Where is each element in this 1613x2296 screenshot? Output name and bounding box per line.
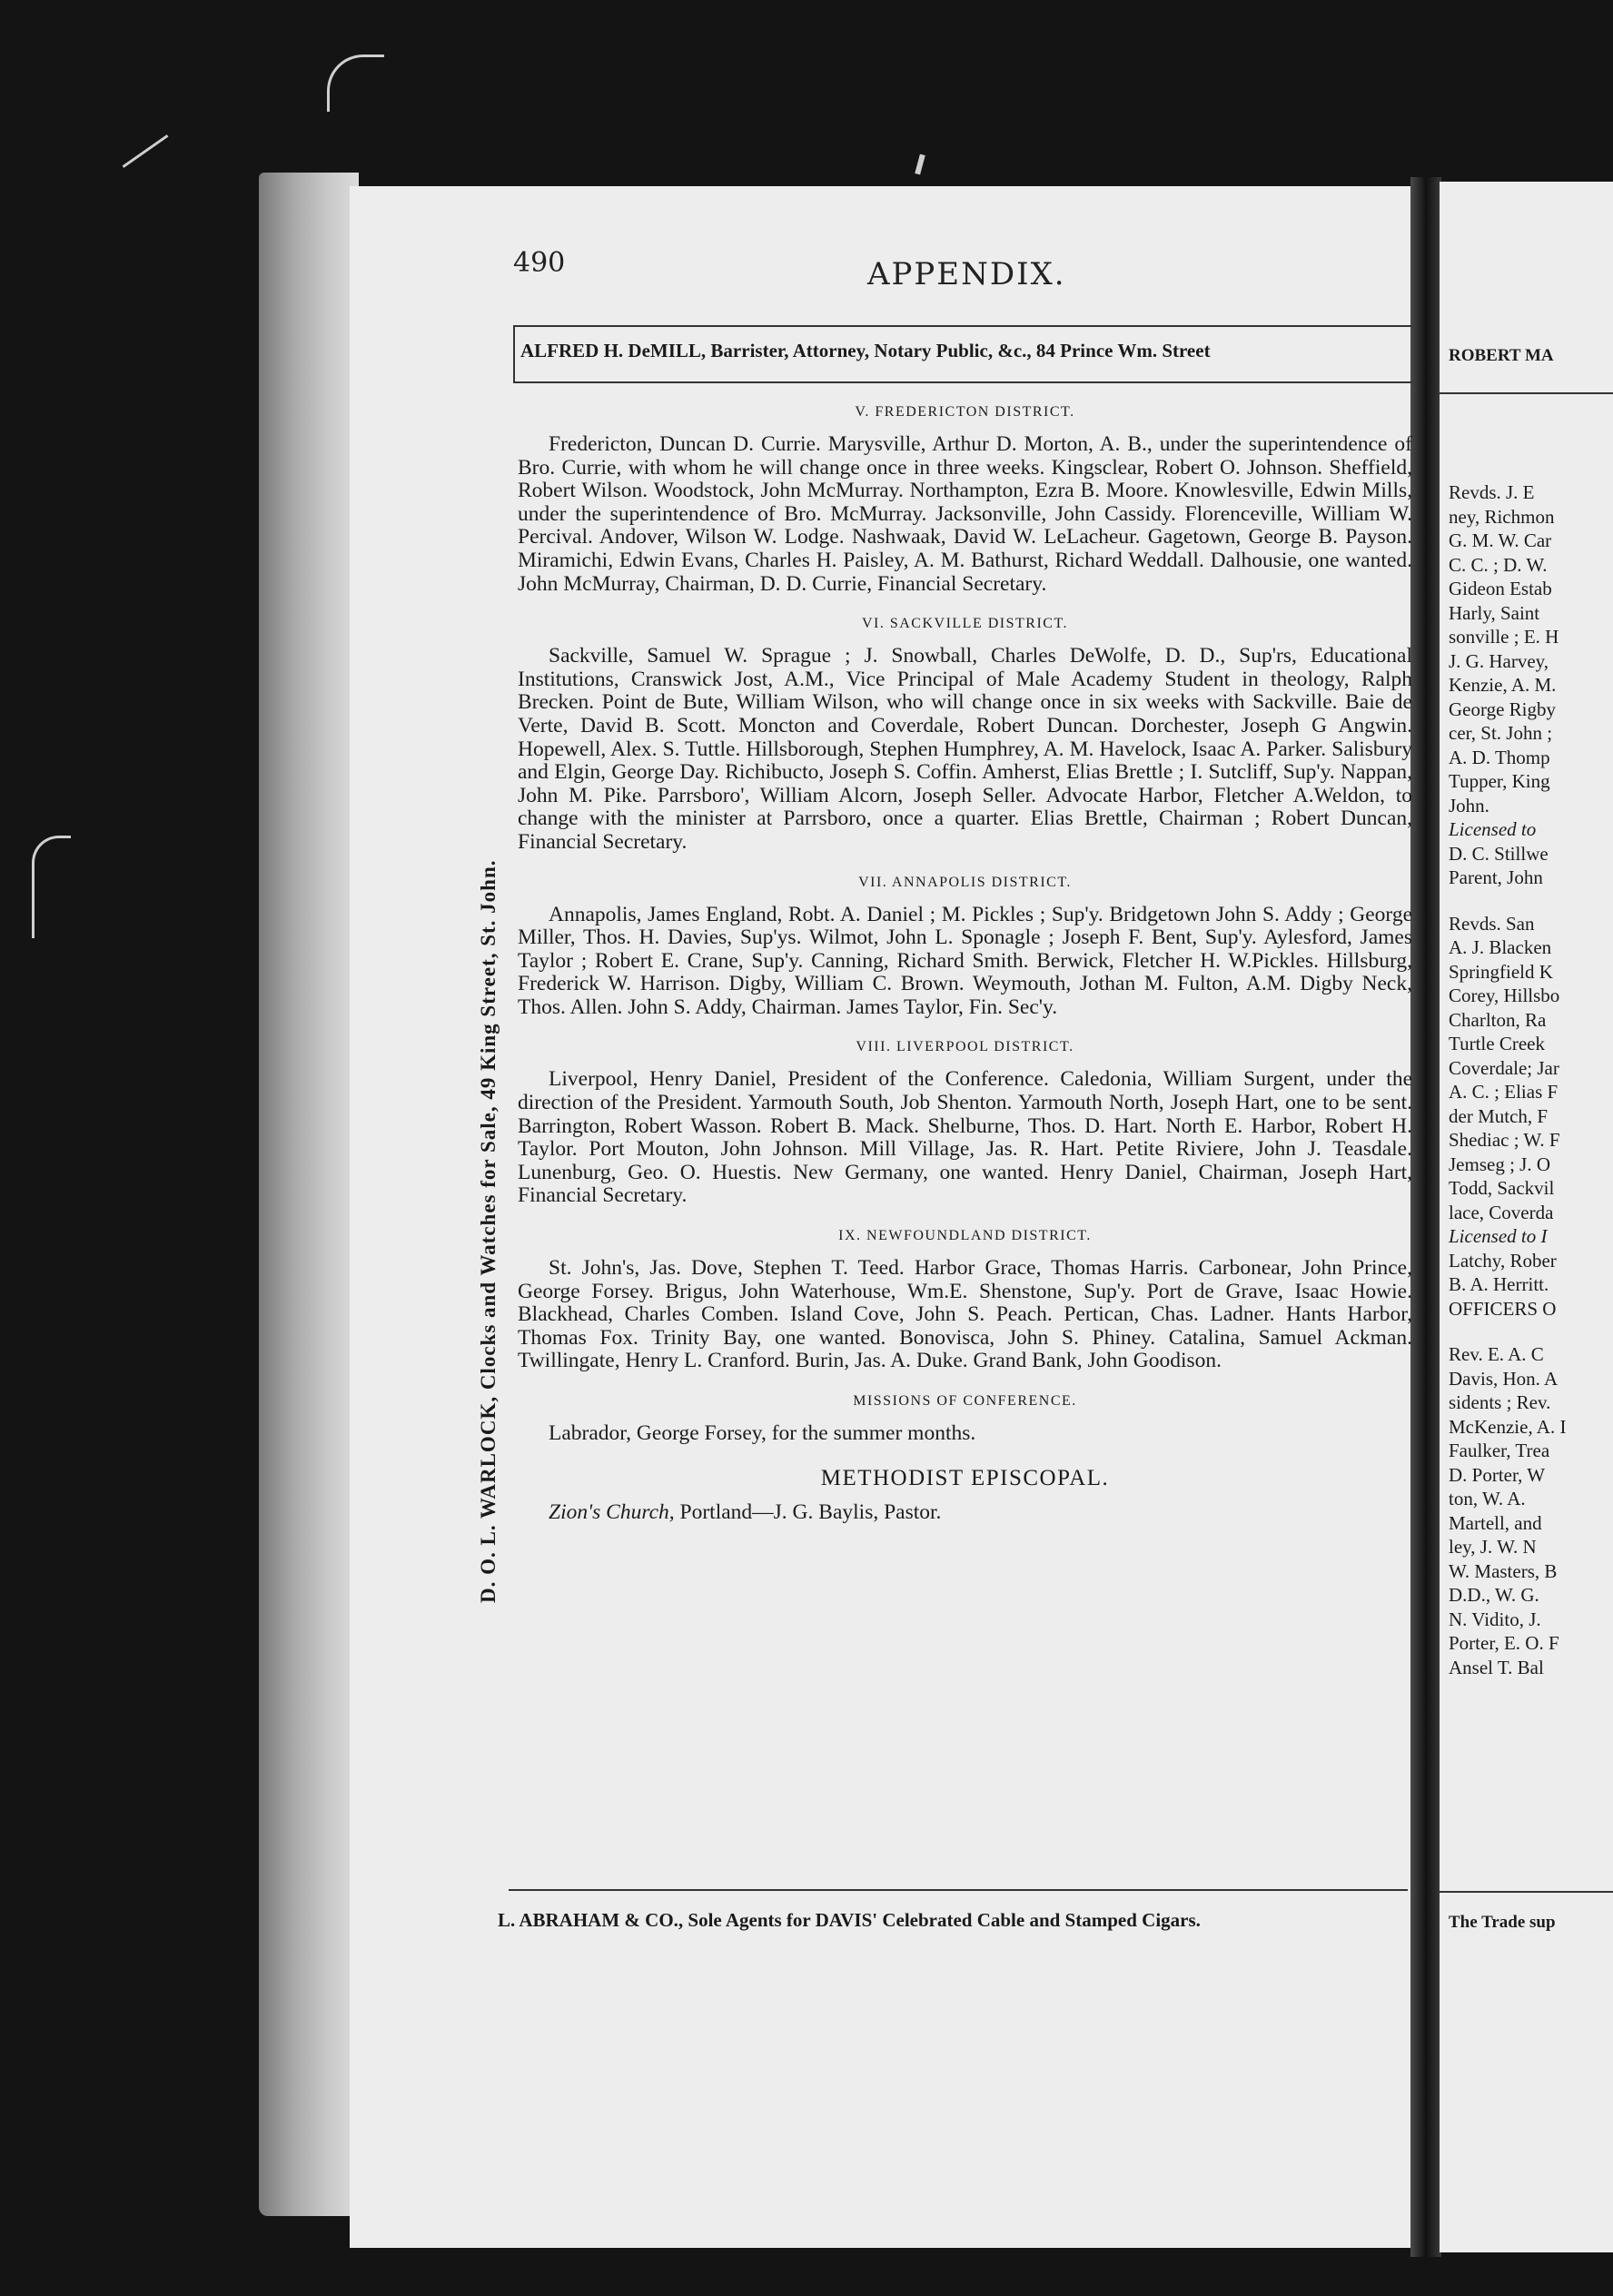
right-header-rule	[1440, 392, 1613, 394]
section-text: Liverpool, Henry Daniel, President of the Conference. Caledonia, William Surgent, under the direction of the President. Yarmouth South, Job Shenton. Yarmouth North, Joseph Hart, one to be sent. Barrington, Robert Wasson. Robert B. Mack. Shelburne, Thos. D. Hart. North E. Harbor, Robert H. Taylor. Port Mouton, John Johnson. Mill Village, Jas. R. Hart. Petite Riviere, John J. Teasdale. Lunenburg, Geo. O. Huestis. New Germany, one wanted. Henry Daniel, Chairman, Joseph Hart, Financial Secretary.	[518, 1067, 1412, 1208]
right-footer-rule	[1440, 1891, 1613, 1893]
film-scratch	[915, 154, 925, 175]
right-page-line: C. C. ; D. W.	[1449, 553, 1548, 576]
right-page-line: Turtle Creek	[1449, 1033, 1545, 1054]
right-page-line: cer, St. John ;	[1449, 722, 1553, 744]
right-page-line: Licensed to I	[1449, 1225, 1548, 1247]
section-heading: IX. NEWFOUNDLAND DISTRICT.	[838, 1228, 1092, 1244]
right-page-line: lace, Coverda	[1449, 1201, 1554, 1223]
right-page-line: Kenzie, A. M.	[1449, 674, 1557, 696]
section-heading: VIII. LIVERPOOL DISTRICT.	[856, 1039, 1074, 1055]
right-page-line: Parent, John	[1449, 866, 1543, 888]
right-page-line: Todd, Sackvil	[1449, 1177, 1555, 1199]
right-page-line: D. Porter, W	[1449, 1463, 1546, 1486]
right-page-line: ley, J. W. N	[1449, 1536, 1537, 1558]
right-page-line: John.	[1449, 794, 1489, 816]
right-page-line: W. Masters, B	[1449, 1559, 1558, 1582]
section-heading: V. FREDERICTON DISTRICT.	[855, 404, 1075, 420]
film-scratch	[123, 134, 169, 168]
church-detail: Portland—J. G. Baylis, Pastor.	[674, 1499, 942, 1524]
right-page-line: Porter, E. O. F	[1449, 1632, 1559, 1654]
right-page-line: Corey, Hillsbo	[1449, 985, 1560, 1006]
right-page-line: sidents ; Rev.	[1449, 1391, 1551, 1413]
section-text: Fredericton, Duncan D. Currie. Marysville, Arthur D. Morton, A. B., under the superintendence of Bro. Currie, with whom he will change once in three weeks. Kingsclear, Robert O. Johnson. Sheffield, Robert Wilson. Woodstock, John McMurray. Northampton, Ezra B. Moore. Knowlesville, Edwin Mills, under the superintendence of Bro. McMurray. Jacksonville, John Cassidy. Florenceville, William W. Percival. Andover, Wilson W. Lodge. Nashwaak, David W. LeLacheur. Gagetown, George B. Payson. Miramichi, Edwin Evans, Charles H. Paisley, A. M. Bathurst, Richard Weddall. Dalhousie, one wanted. John McMurray, Chairman, D. D. Currie, Financial Secretary.	[518, 432, 1412, 596]
right-page-line: A. J. Blacken	[1449, 936, 1552, 958]
right-page-line: A. C. ; Elias F	[1449, 1081, 1559, 1103]
directory-text	[518, 404, 1412, 1525]
section-text: Labrador, George Forsey, for the summer months.	[549, 1421, 976, 1445]
right-page-footer: The Trade sup	[1449, 1913, 1556, 1932]
section-text: St. John's, Jas. Dove, Stephen T. Teed. Harbor Grace, Thomas Harris. Carbonear, John Prince, George Forsey. Brigus, John Waterhouse, Wm.E. Shenstone, Sup'y. Port de Grave, Isaac Howie. Blackhead, Charles Comben. Island Cove, John S. Peach. Pertican, Chas. Ladner. Hants Harbor, Thomas Fox. Trinity Bay, one wanted. Bonovisca, John S. Phiney. Catalina, Samuel Ackman. Twillingate, Henry L. Cranford. Burin, Jas. A. Duke. Grand Bank, John Goodison.	[518, 1256, 1412, 1373]
page-number: 490	[513, 247, 566, 279]
right-page-line: ney, Richmon	[1449, 505, 1555, 528]
right-page-line: McKenzie, A. I	[1449, 1415, 1567, 1438]
right-page-line: Martell, and	[1449, 1511, 1542, 1534]
church-entry	[518, 1500, 1412, 1525]
right-page-line: Jemseg ; J. O	[1449, 1153, 1550, 1175]
right-page-line: sonville ; E. H	[1449, 626, 1559, 648]
right-page-line: Licensed to	[1449, 818, 1537, 840]
section-text: Sackville, Samuel W. Sprague ; J. Snowball, Charles DeWolfe, D. D., Sup'rs, Educational Institutions, Cranswick Jost, A.M., Vice Principal of Male Academy Student in theology, Ralph Brecken. Point de Bute, William Wilson, who will change once in six weeks with Sackville. Baie de Verte, David B. Scott. Moncton and Coverdale, Robert Duncan. Dorchester, Joseph G Angwin. Hopewell, Alex. S. Tuttle. Hillsborough, Stephen Humphrey, A. M. Havelock, Isaac A. Parker. Salisbury and Elgin, George Day. Richibucto, Joseph S. Coffin. Amherst, Elias Brettle ; I. Sutcliff, Sup'y. Nappan, John M. Pike. Parrsboro', William Alcorn, Joseph Seller. Advocate Harbor, Fletcher A.Weldon, to change with the minister at Parrsboro, once a quarter. Elias Brettle, Chairman ; Robert Duncan, Financial Secretary.	[518, 644, 1412, 854]
right-page-line: Faulker, Trea	[1449, 1440, 1550, 1461]
right-page-line: Rev. E. A. C	[1449, 1343, 1544, 1365]
right-page-fragment	[1440, 182, 1613, 2252]
right-page-line: Revds. San	[1449, 912, 1535, 935]
book-gutter	[1410, 177, 1441, 2257]
right-page-line: der Mutch, F	[1449, 1104, 1549, 1127]
right-page-line: D.D., W. G.	[1449, 1584, 1539, 1606]
right-page-line: Tupper, King	[1449, 770, 1550, 792]
right-page-line: D. C. Stillwe	[1449, 842, 1549, 865]
right-page-line: Gideon Estab	[1449, 578, 1552, 599]
advertisement-side: D. O. L. WARLOCK, Clocks and Watches for Sale, 49 King Street, St. John.	[477, 859, 500, 1603]
right-page-line: G. M. W. Car	[1449, 529, 1552, 551]
advertisement-top: ALFRED H. DeMILL, Barrister, Attorney, Notary Public, &c., 84 Prince Wm. Street	[513, 325, 1412, 383]
right-page-line: Shediac ; W. F	[1449, 1129, 1560, 1151]
right-page-line: A. D. Thomp	[1449, 746, 1550, 768]
right-page-line: J. G. Harvey,	[1449, 649, 1549, 672]
church-name: Zion's Church,	[549, 1499, 675, 1524]
methodist-episcopal-title: METHODIST EPISCOPAL.	[820, 1465, 1110, 1490]
section-text: Annapolis, James England, Robt. A. Daniel ; M. Pickles ; Sup'y. Bridgetown John S. Addy ; George Miller, Thos. H. Davies, Sup'ys. Wilmot, John L. Sponagle ; Joseph F. Bent, Sup'y. Aylesford, James Taylor ; Robert E. Crane, Sup'y. Canning, Richard Smith. Berwick, Fletcher H. W.Pickles. Hillsburg, Frederick W. Harrison. Digby, William C. Brown. Weymouth, Jothan M. Fulton, A.M. Digby Neck, Thos. Allen. John S. Addy, Chairman. James Taylor, Fin. Sec'y.	[518, 902, 1412, 1019]
right-page-line: B. A. Herritt.	[1449, 1273, 1549, 1295]
advertisement-bottom: L. ABRAHAM & CO., Sole Agents for DAVIS' Celebrated Cable and Stamped Cigars.	[498, 1909, 1201, 1931]
right-page-line: Springfield K	[1449, 960, 1553, 983]
right-page-line: ton, W. A.	[1449, 1488, 1526, 1509]
running-title: APPENDIX.	[867, 256, 1066, 292]
right-page-line: Coverdale; Jar	[1449, 1056, 1559, 1079]
right-page-line: Latchy, Rober	[1449, 1249, 1557, 1272]
right-page-line: George Rigby	[1449, 698, 1557, 720]
bottom-rule	[509, 1889, 1408, 1891]
film-scratch	[32, 836, 71, 938]
book-page-edges	[259, 173, 359, 2216]
section-heading: VII. ANNAPOLIS DISTRICT.	[858, 874, 1072, 890]
right-page-line: Harly, Saint	[1449, 601, 1540, 624]
section-heading: VI. SACKVILLE DISTRICT.	[861, 616, 1069, 632]
right-page-line: Davis, Hon. A	[1449, 1367, 1559, 1390]
section-heading: MISSIONS OF CONFERENCE.	[853, 1393, 1077, 1409]
right-page-line: Ansel T. Bal	[1449, 1656, 1544, 1678]
right-page-line: OFFICERS O	[1449, 1297, 1557, 1320]
film-scratch	[327, 54, 384, 112]
right-page-line: N. Vidito, J.	[1449, 1608, 1541, 1630]
right-page-header: ROBERT MA	[1449, 346, 1554, 365]
right-page-line: Revds. J. E	[1449, 481, 1535, 503]
right-page-line: Charlton, Ra	[1449, 1008, 1547, 1031]
